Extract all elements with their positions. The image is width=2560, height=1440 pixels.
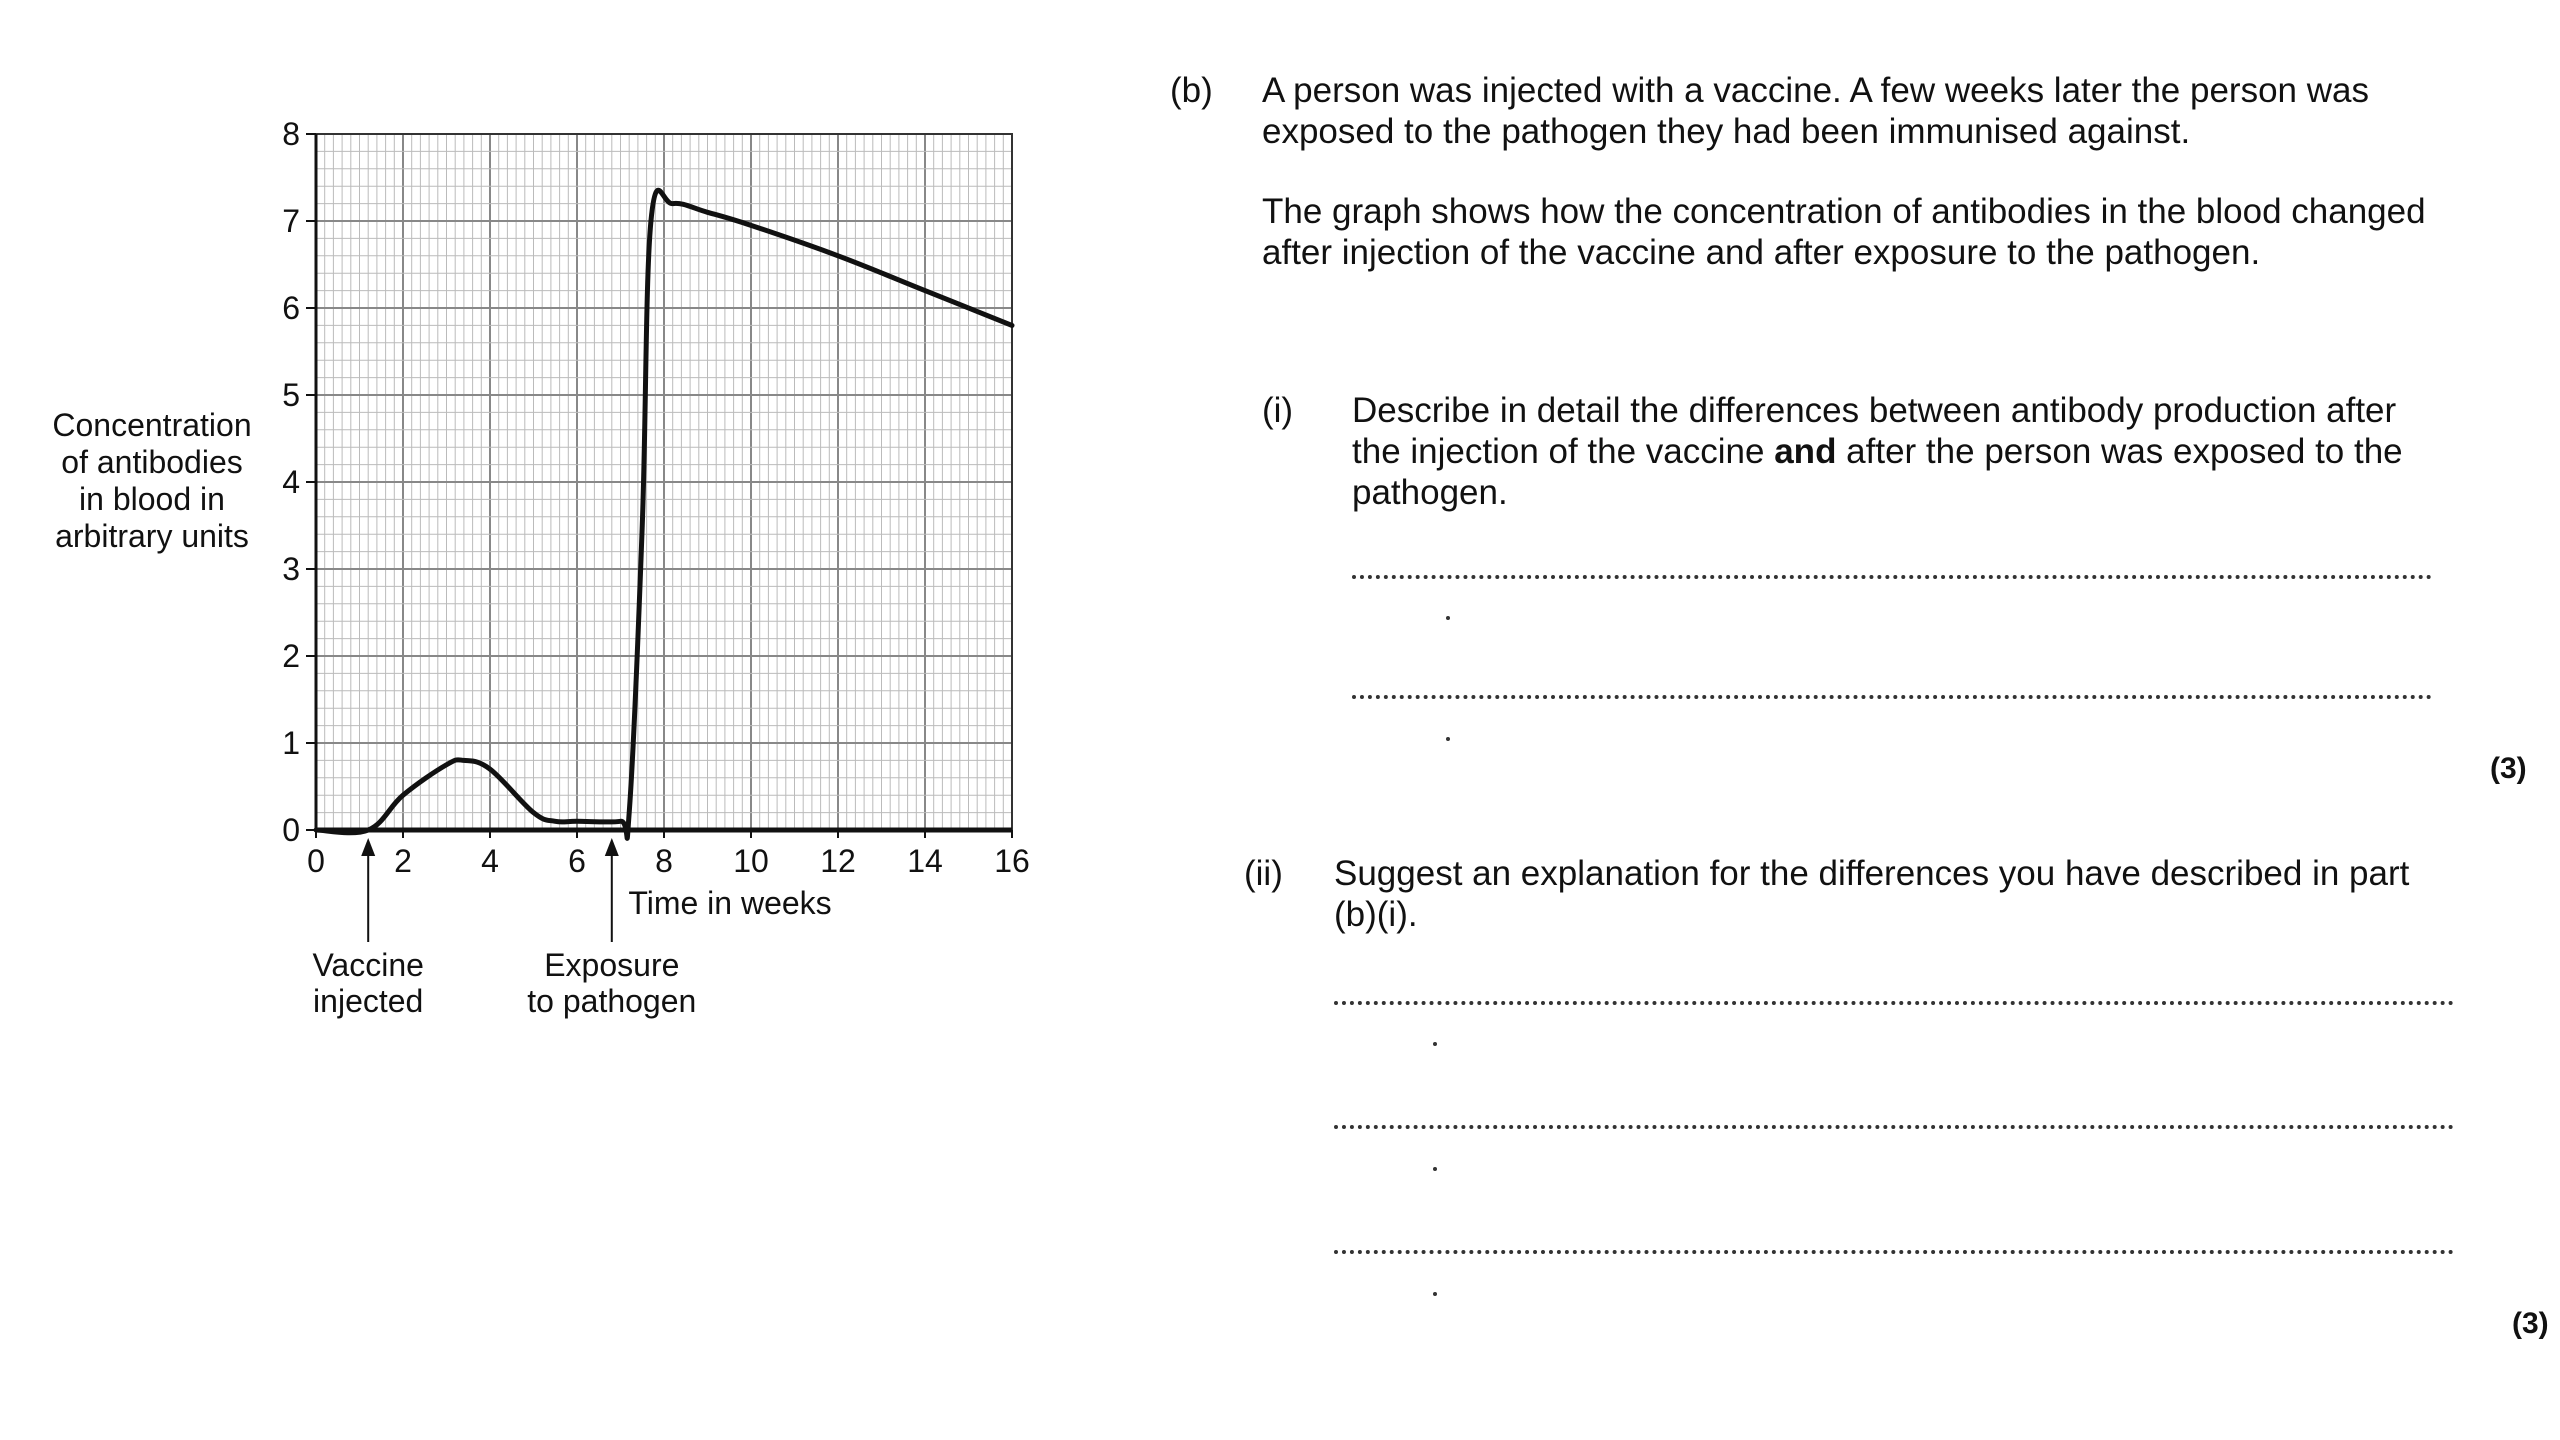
chart-grid	[316, 134, 1012, 830]
sub-question-ii-line-1: Suggest an explanation for the differences you have described in part	[1334, 854, 2410, 893]
answer-line-ii-1-dot	[1433, 1042, 1437, 1046]
intro-line-1: A person was injected with a vaccine. A few weeks later the person was	[1262, 71, 2369, 110]
emphasis-and: and	[1774, 432, 1837, 471]
part-label: (b)	[1170, 71, 1213, 110]
antibody-concentration-chart	[0, 0, 1100, 1100]
x-tick-label: 2	[394, 843, 412, 879]
sub-question-ii-label: (ii)	[1244, 854, 1283, 893]
answer-line-ii-2[interactable]	[1334, 1125, 2454, 1129]
sub-question-i-label: (i)	[1262, 391, 1294, 430]
annotation-label-exposure: Exposure	[544, 947, 680, 983]
x-tick-label: 0	[307, 843, 325, 879]
y-tick-label: 6	[282, 290, 300, 326]
y-axis-label	[52, 407, 251, 554]
y-tick-label: 7	[282, 203, 300, 239]
x-tick-label: 14	[907, 843, 943, 879]
x-tick-label: 12	[820, 843, 856, 879]
answer-line-ii-3[interactable]	[1334, 1250, 2454, 1254]
annotation-label-vaccine: Vaccine	[312, 947, 424, 983]
answer-line-i-2-dot	[1446, 737, 1450, 741]
sub-question-ii-line-2: (b)(i).	[1334, 895, 1418, 934]
answer-line-i-2[interactable]	[1352, 695, 2432, 699]
y-tick-label: 5	[282, 377, 300, 413]
marks-sub-question-ii: (3)	[2512, 1307, 2549, 1340]
chart-annotations	[312, 838, 696, 1019]
x-axis-label: Time in weeks	[628, 885, 832, 921]
annotation-arrowhead	[361, 838, 375, 856]
annotation-label-vaccine: injected	[313, 983, 424, 1019]
sub-question-i-line-1: Describe in detail the differences between antibody production after	[1352, 391, 2397, 430]
intro-line-2: exposed to the pathogen they had been immunised against.	[1262, 112, 2191, 151]
answer-line-ii-3-dot	[1433, 1292, 1437, 1296]
marks-sub-question-i: (3)	[2490, 752, 2527, 785]
y-tick-label: 0	[282, 812, 300, 848]
x-tick-label: 10	[733, 843, 769, 879]
y-axis-label-line: of antibodies	[61, 444, 243, 480]
x-tick-label: 6	[568, 843, 586, 879]
y-tick-label: 4	[282, 464, 300, 500]
y-axis-label-line: Concentration	[52, 407, 252, 443]
x-tick-label: 4	[481, 843, 499, 879]
sub-question-i-line-2-start: the injection of the vaccine	[1352, 432, 1775, 471]
x-tick-label: 16	[994, 843, 1030, 879]
sub-question-i-line-2	[1352, 431, 2403, 472]
answer-line-ii-2-dot	[1433, 1167, 1437, 1171]
annotation-label-exposure: to pathogen	[527, 983, 697, 1019]
y-tick-label: 1	[282, 725, 300, 761]
graph-description-line-2: after injection of the vaccine and after exposure to the pathogen.	[1262, 233, 2261, 272]
sub-question-i-line-2-end: after the person was exposed to the	[1836, 432, 2403, 471]
y-axis-label-line: arbitrary units	[55, 518, 249, 554]
y-tick-label: 3	[282, 551, 300, 587]
answer-line-i-1-dot	[1446, 616, 1450, 620]
graph-description-line-1: The graph shows how the concentration of antibodies in the blood changed	[1262, 192, 2426, 231]
x-tick-label: 8	[655, 843, 673, 879]
answer-line-i-1[interactable]	[1352, 575, 2432, 579]
annotation-arrowhead	[605, 838, 619, 856]
y-tick-label: 2	[282, 638, 300, 674]
y-tick-label: 8	[282, 116, 300, 152]
y-axis-label-line: in blood in	[79, 481, 225, 517]
sub-question-i-line-3: pathogen.	[1352, 473, 1508, 512]
answer-line-ii-1[interactable]	[1334, 1001, 2454, 1005]
